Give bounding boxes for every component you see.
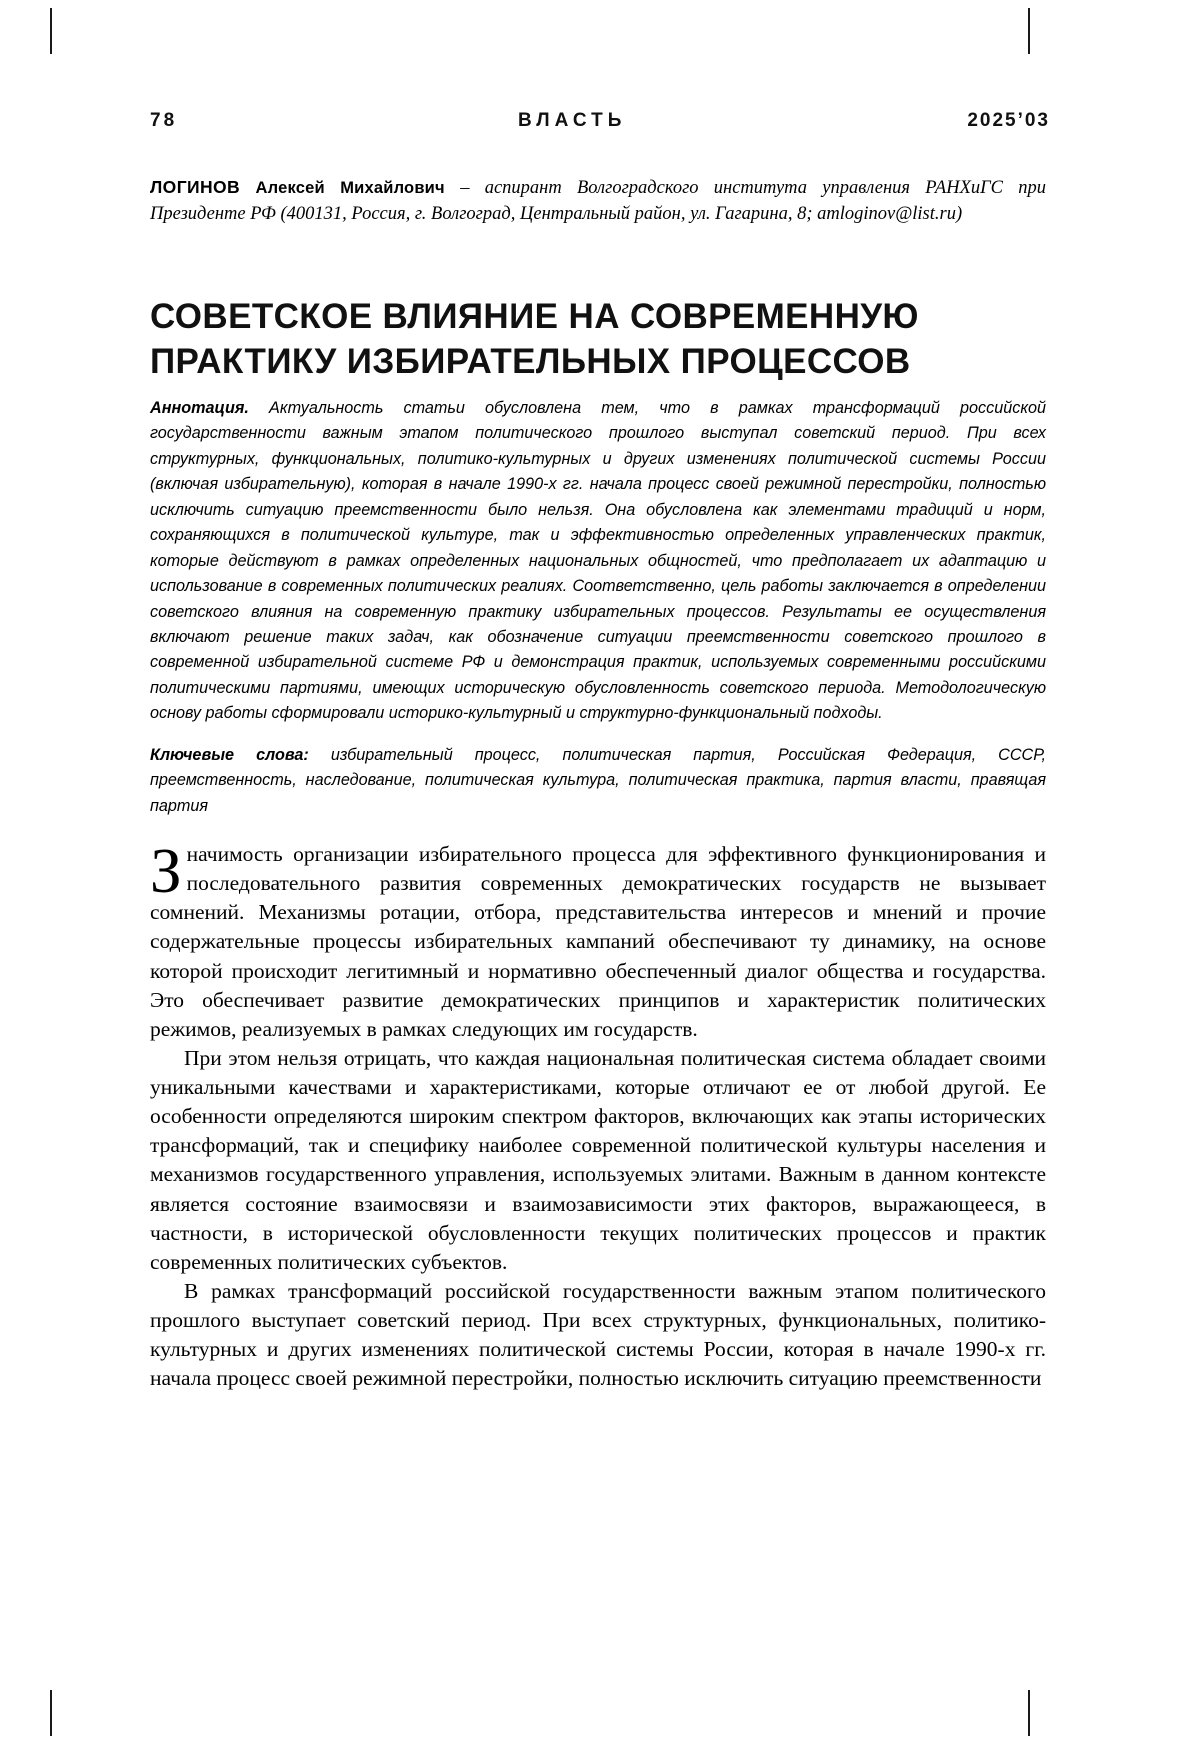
author-affiliation-block	[150, 175, 1046, 228]
abstract-block	[150, 396, 1046, 727]
keywords-text: избирательный процесс, политическая партия, Российская Федерация, СССР, преемственность, наследование, политическая культура, политическая практика, партия власти, правящая партия	[150, 746, 1047, 815]
crop-mark-bottom-left	[50, 1690, 52, 1736]
article-title	[150, 295, 1046, 383]
page-content	[150, 0, 1050, 1750]
body-paragraph-2: При этом нельзя отрицать, что каждая национальная политическая система обладает своими уникальными качествами и характеристиками, которые отличают ее от любой другой. Ее особенности определяются широким спектром факторов, включающих как этапы исторических трансформаций, так и специфику наиболее современной политической культуры населения и механизмов государственного управления, используемых элитами. Важным в данном контексте является состояние взаимосвязи и взаимозависимости этих факторов, выражающееся, в частности, в исторической обусловленности текущих политических процессов и практик современных политических субъектов.	[150, 1045, 1046, 1274]
abstract-text: Актуальность статьи обусловлена тем, что в рамках трансформаций российской государственности важным этапом политического прошлого выступал советский период. При всех структурных, функциональных, политико-культурных и других изменениях политической системы России (включая избирательную), которая в начале 1990-х гг. начала процесс своей режимной перестройки, полностью исключить ситуацию преемственности было нельзя. Она обусловлена как элементами традиций и норм, сохраняющихся в политической культуре, так и эффективностью определенных управленческих практик, которые действуют в рамках определенных национальных общностей, что предполагает их адаптацию и использование в современных политических реалиях. Соответственно, цель работы заключается в определении советского влияния на современную практику избирательных процессов. Результаты ее осуществления включают решение таких задач, как обозначение ситуации преемственности советского прошлого в современной избирательной системе РФ и демонстрация практик, используемых современными российскими политическими партиями, имеющих историческую обусловленность советского периода. Методологическую основу работы сформировали историко-культурный и структурно-функциональный подходы.	[150, 399, 1046, 723]
article-title-line2: ПРАКТИКУ ИЗБИРАТЕЛЬНЫХ ПРОЦЕССОВ	[150, 341, 911, 381]
keywords-label: Ключевые слова:	[150, 746, 309, 764]
abstract-label: Аннотация.	[150, 399, 249, 417]
page-number: 78	[150, 110, 178, 131]
issue-number: 2025’03	[967, 110, 1050, 131]
author-given-name: Алексей Михайлович	[255, 179, 445, 197]
drop-cap: З	[150, 836, 182, 906]
author-affiliation: – аспирант Волгоградского института управления РАНХиГС при Президенте РФ (400131, Россия, г. Волгоград, Центральный район, ул. Гагарина, 8; amloginov@list.ru)	[150, 178, 1046, 225]
author-surname: ЛОГИНОВ	[150, 177, 241, 197]
journal-title: ВЛАСТЬ	[518, 110, 627, 131]
crop-mark-top-left	[50, 8, 52, 54]
body-paragraph-3: В рамках трансформаций российской государственности важным этапом политического прошлого выступает советский период. При всех структурных, функциональных, политико-культурных и других изменениях политической системы России, которая в начале 1990-х гг. начала процесс своей режимной перестройки, полностью исключить ситуацию преемственности	[150, 1278, 1046, 1391]
keywords-block	[150, 743, 1046, 819]
running-head	[150, 108, 1050, 134]
body-paragraph-1-text: начимость организации избирательного процесса для эффективного функционирования и последовательного развития современных демократических государств не вызывает сомнений. Механизмы ротации, отбора, представительства интересов и мнений и прочие содержательные процессы избирательных кампаний обеспечивают ту динамику, на основе которой происходит легитимный и нормативно обеспеченный диалог общества и государства. Это обеспечивает развитие демократических принципов и характеристик политических режимов, реализуемых в рамках следующих им государств.	[150, 842, 1046, 1041]
article-body	[150, 836, 1046, 1393]
article-title-line1: СОВЕТСКОЕ ВЛИЯНИЕ НА СОВРЕМЕННУЮ	[150, 297, 919, 337]
body-paragraph-1	[150, 836, 1046, 1044]
